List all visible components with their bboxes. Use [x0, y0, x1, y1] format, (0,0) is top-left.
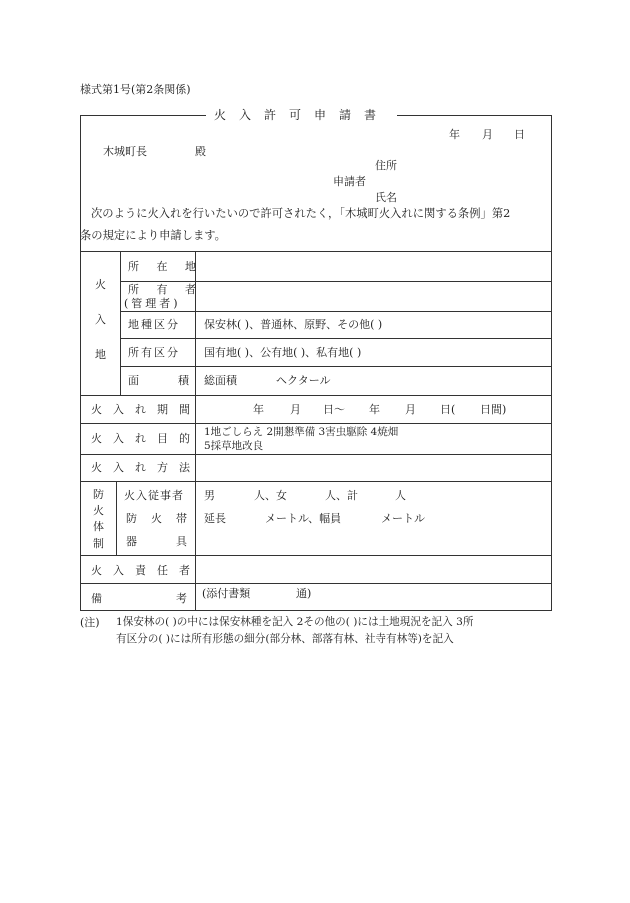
land-ownership-label: 所有区分 [128, 346, 180, 359]
firebreak-label-char-2: 火 [151, 512, 162, 525]
land-area-unit: ヘクタール [276, 374, 331, 387]
land-area-label-left: 面 [128, 374, 139, 387]
land-type-label: 地種区分 [128, 318, 180, 331]
land-owner-label: 所 有 者 [128, 283, 203, 296]
remarks-label-right: 考 [176, 592, 187, 605]
fire-prevention-char-1: 防 [93, 488, 104, 501]
land-area-label-right: 積 [178, 374, 189, 387]
applicant-address-label: 住所 [375, 159, 397, 172]
note-mark: (注) [80, 616, 100, 629]
date-month: 月 [482, 128, 493, 141]
firebreak-length: 延長 [204, 512, 226, 525]
period-end-day: 日( [440, 403, 456, 416]
fire-prevention-char-2: 火 [93, 504, 104, 517]
period-end-year: 年 [369, 403, 380, 416]
workers-male: 男 [204, 489, 215, 502]
period-days: 日間) [480, 403, 507, 416]
form-title: 火入許可申請書 [206, 109, 397, 121]
workers-female: 人、女 [254, 489, 287, 502]
addressee-honorific: 殿 [195, 145, 206, 158]
request-text-line1: 次のように火入れを行いたいので許可されたく，「木城町火入れに関する条例」第2 [91, 207, 511, 220]
request-text-line2: 条の規定により申請します。 [80, 229, 226, 242]
applicant-label: 申請者 [333, 175, 366, 188]
form-id: 様式第1号(第2条関係) [80, 83, 191, 96]
purpose-options-line2: 5採草地改良 [204, 440, 264, 452]
responsible-label: 火入責任者 [91, 564, 201, 577]
workers-total: 人、計 [325, 489, 358, 502]
firebreak-label-char-3: 帯 [176, 512, 187, 525]
land-manager-label: (管理者) [124, 297, 181, 310]
firebreak-width-unit: メートル [381, 512, 425, 525]
fire-prevention-char-4: 制 [93, 537, 104, 550]
period-start-day: 日〜 [323, 403, 345, 416]
note-line2: 有区分の( )には所有形態の細分(部分林、部落有林、社寺有林等)を記入 [116, 633, 454, 645]
period-label: 火入れ期間 [91, 403, 201, 416]
form-table-frame [80, 115, 552, 611]
firebreak-length-unit: メートル、幅員 [265, 512, 342, 525]
land-area-total-label: 総面積 [204, 374, 237, 387]
firebreak-label-char-1: 防 [126, 512, 137, 525]
period-start-year: 年 [253, 403, 264, 416]
land-location-label: 所 在 地 [128, 260, 203, 273]
period-start-month: 月 [290, 403, 301, 416]
land-group-char-2: 入 [95, 313, 106, 326]
workers-end: 人 [395, 489, 406, 502]
remarks-attachments: (添付書類 [202, 587, 251, 600]
remarks-attachments-unit: 通) [296, 587, 312, 600]
land-group-char-3: 地 [95, 348, 106, 361]
addressee-name: 木城町長 [103, 145, 147, 158]
equipment-label-char-1: 器 [126, 535, 137, 548]
land-ownership-value: 国有地( )、公有地( )、私有地( ) [204, 346, 362, 359]
workers-label: 火入従事者 [124, 489, 184, 502]
purpose-label: 火入れ目的 [91, 432, 201, 445]
applicant-name-label: 氏名 [375, 191, 397, 204]
period-end-month: 月 [405, 403, 416, 416]
purpose-options-line1: 1地ごしらえ 2開懇準備 3害虫駆除 4焼畑 [204, 426, 399, 438]
remarks-label-left: 備 [91, 592, 102, 605]
land-type-value: 保安林( )、普通林、原野、その他( ) [204, 318, 383, 331]
land-group-char-1: 火 [95, 278, 106, 291]
date-year: 年 [449, 128, 460, 141]
fire-prevention-char-3: 体 [93, 520, 104, 533]
date-day: 日 [514, 128, 525, 141]
method-label: 火入れ方法 [91, 461, 201, 474]
note-line1: 1保安林の( )の中には保安林種を記入 2その他の( )には土地現況を記入 3所 [116, 616, 474, 628]
equipment-label-char-2: 具 [176, 535, 187, 548]
